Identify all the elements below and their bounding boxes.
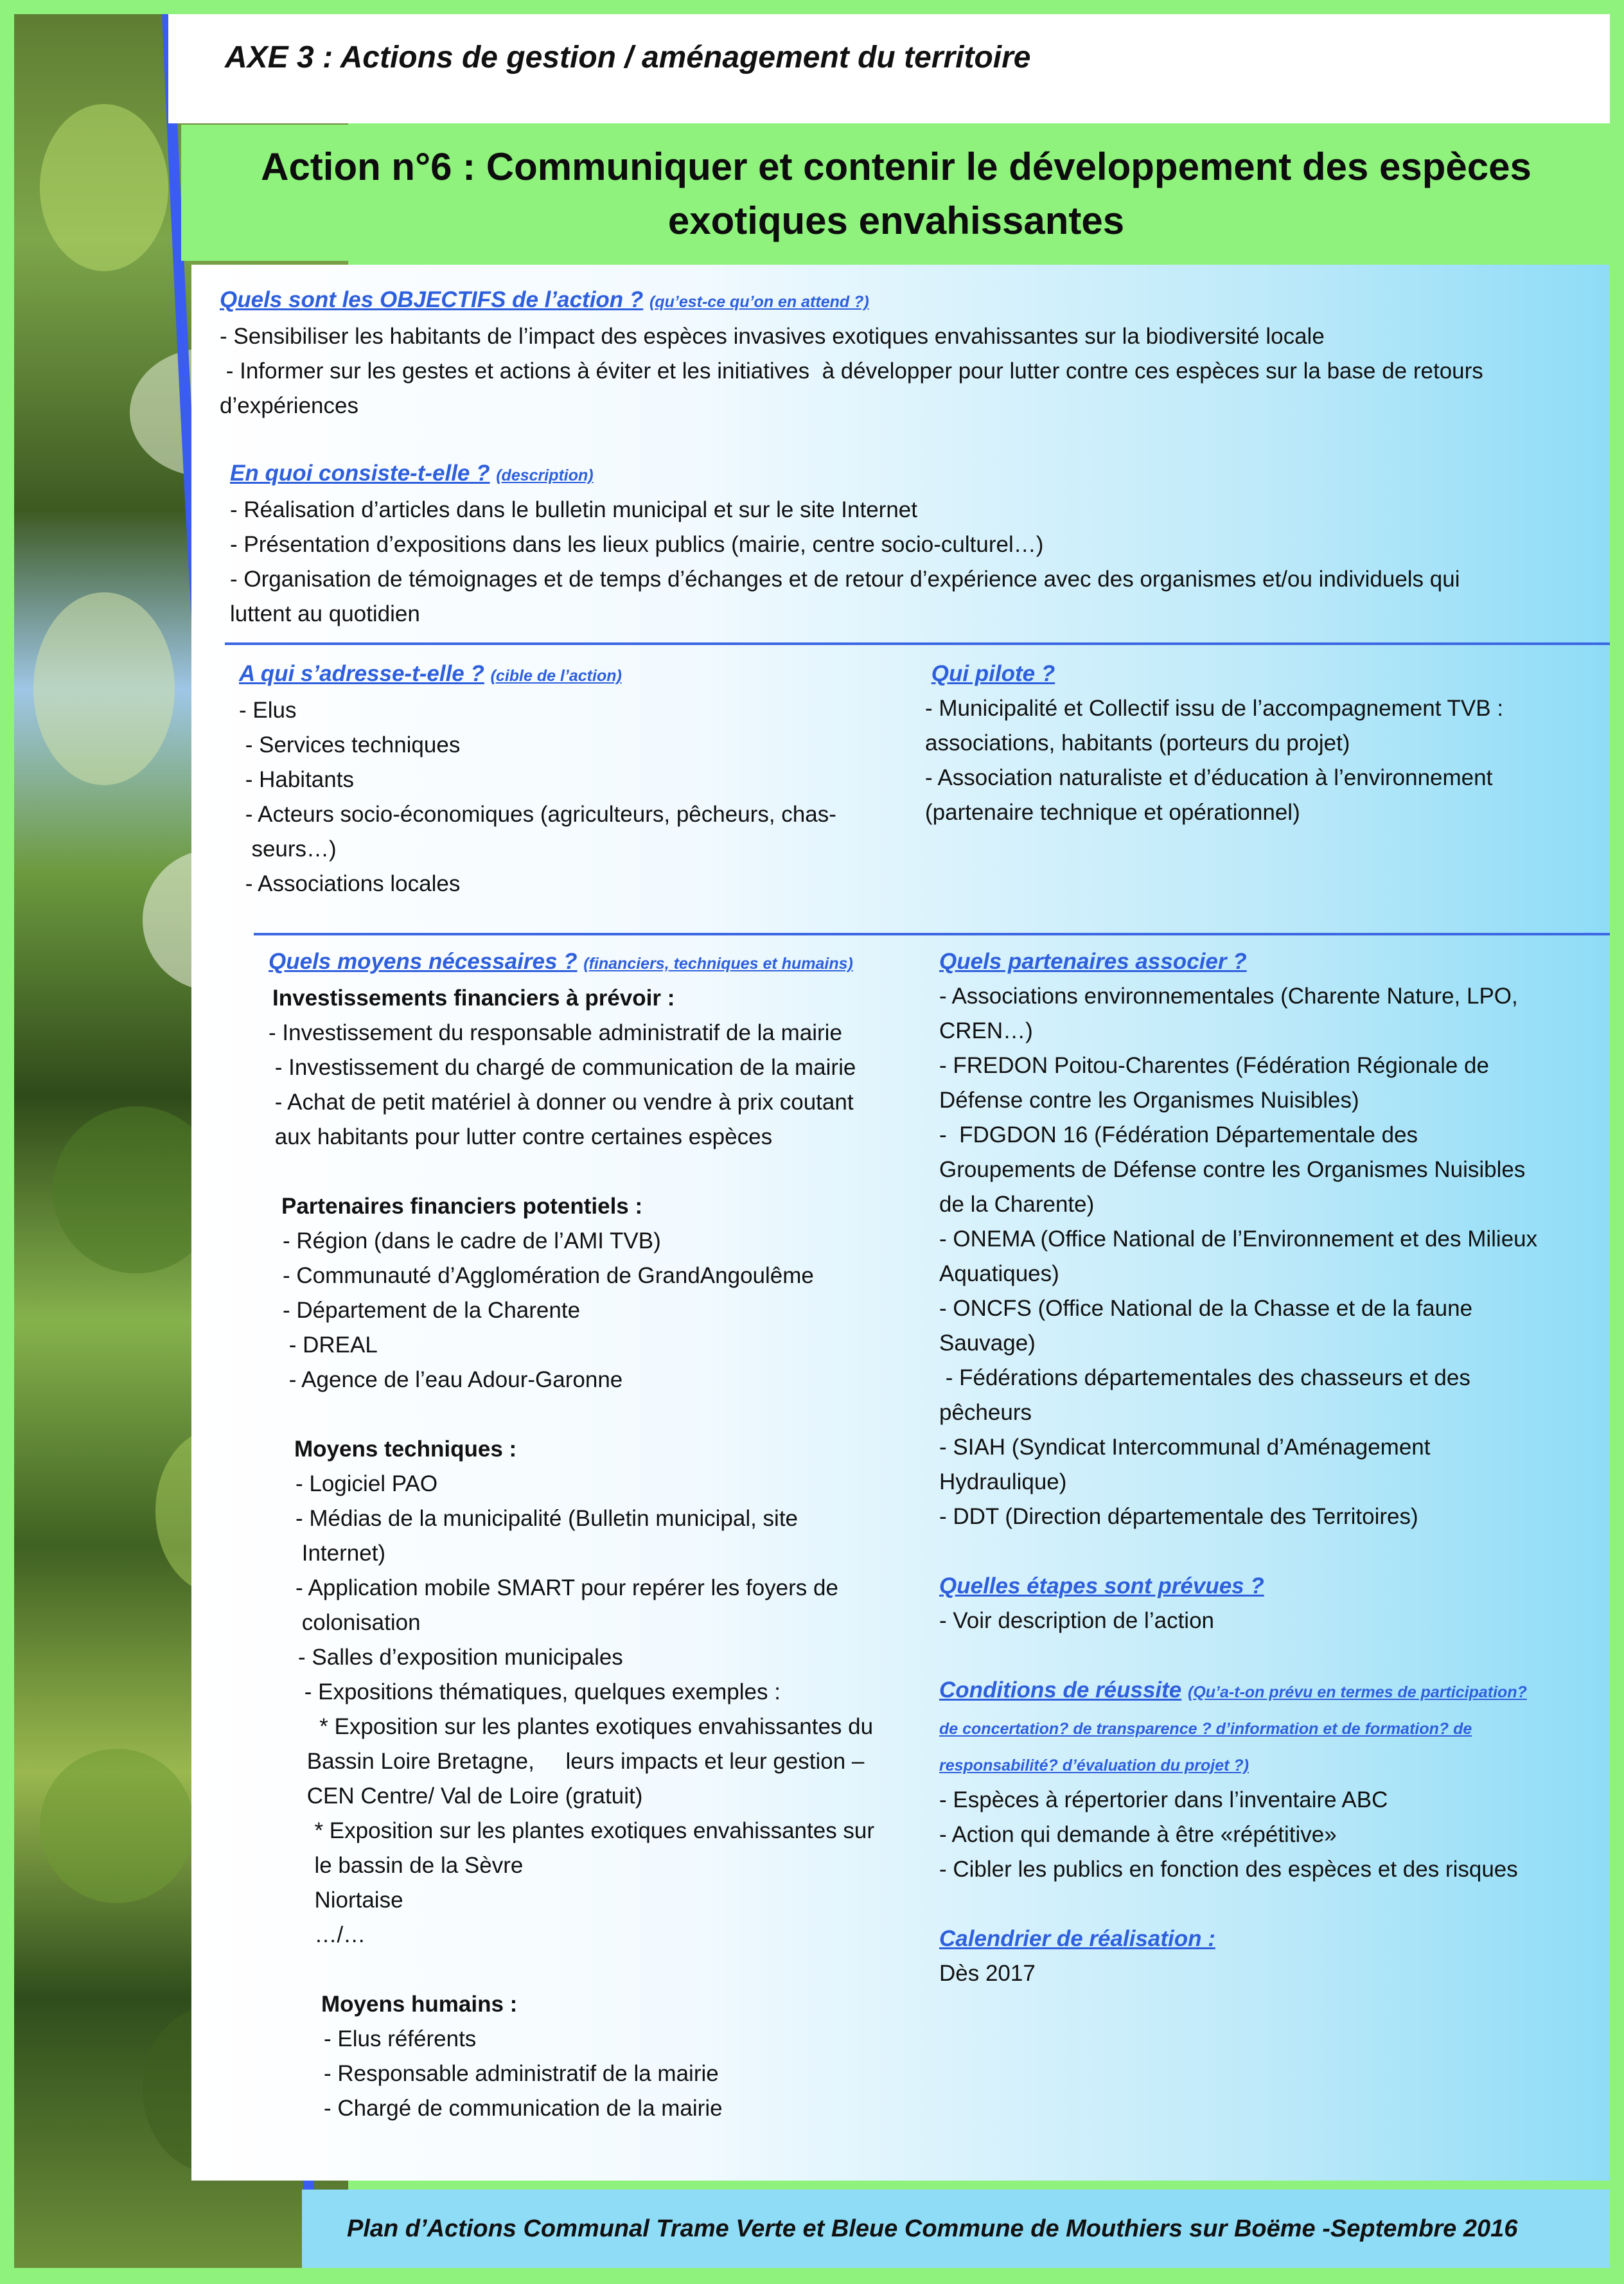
cible-heading: A qui s’adresse-t-elle ? (239, 661, 484, 686)
partenaires-line: - ONEMA (Office National de l’Environnement et des Milieux (939, 1226, 1538, 1252)
conditions-sub: responsabilité? d’évaluation du projet ?) (939, 1757, 1249, 1775)
partenaires-line: Hydraulique) (939, 1469, 1067, 1494)
tech-line: - Expositions thématiques, quelques exemples : (298, 1679, 781, 1704)
humains-line: - Chargé de communication de la mairie (324, 2096, 723, 2121)
tech-line: …/… (302, 1922, 366, 1947)
tech-title: Moyens techniques : (294, 1437, 517, 1462)
partenaires-fin-title: Partenaires financiers potentiels : (281, 1194, 643, 1219)
partenaires-line: - ONCFS (Office National de la Chasse et de la faune (939, 1296, 1473, 1321)
partenaires-line: - FREDON Poitou-Charentes (Fédération Régionale de (939, 1053, 1489, 1078)
separator (254, 933, 1610, 935)
invest-line: - Investissement du responsable administratif de la mairie (269, 1020, 842, 1045)
cible-line: - Habitants (239, 767, 354, 792)
partenaires-line: pêcheurs (939, 1400, 1032, 1425)
tech-line: CEN Centre/ Val de Loire (gratuit) (301, 1784, 643, 1809)
cible-sub: (cible de l’action) (490, 667, 622, 685)
cible-line: - Associations locales (239, 871, 461, 896)
tech-line: Niortaise (302, 1888, 403, 1913)
pilote-line: associations, habitants (porteurs du projet) (925, 730, 1350, 756)
consiste-line: luttent au quotidien (230, 601, 420, 626)
invest-title: Investissements financiers à prévoir : (272, 986, 675, 1011)
partenaires-fin-line: - DREAL (283, 1332, 378, 1358)
partenaires-line: - FDGDON 16 (Fédération Départementale des (939, 1122, 1418, 1147)
humains-line: - Elus référents (324, 2026, 477, 2051)
section-objectifs (220, 283, 1483, 423)
cible-line: - Elus (239, 698, 297, 723)
separator (225, 642, 1610, 645)
consiste-line: - Présentation d’expositions dans les lieux publics (mairie, centre socio-culturel…) (230, 532, 1044, 557)
calendrier-heading: Calendrier de réalisation : (939, 1926, 1215, 1951)
section-cible (239, 657, 836, 901)
partenaires-line: - Fédérations départementales des chasseurs et des (939, 1365, 1470, 1390)
section-pilote (925, 657, 1503, 830)
tech-line: - Médias de la municipalité (Bulletin municipal, site (296, 1506, 799, 1531)
partenaires-line: Groupements de Défense contre les Organismes Nuisibles (939, 1157, 1526, 1182)
cible-line: - Services techniques (239, 732, 461, 757)
moyens-sub: (financiers, techniques et humains) (583, 955, 853, 973)
consiste-line: - Organisation de témoignages et de temps d’échanges et de retour d’expérience avec des organismes et/ou individuels qui (230, 567, 1460, 592)
partenaires-fin-line: - Agence de l’eau Adour-Garonne (283, 1367, 623, 1392)
partenaires-line: - DDT (Direction départementale des Territoires) (939, 1504, 1418, 1529)
tech-line: Internet) (296, 1541, 386, 1566)
cible-line: seurs…) (239, 837, 337, 862)
etapes-heading: Quelles étapes sont prévues ? (939, 1573, 1264, 1598)
tech-line: - Application mobile SMART pour repérer les foyers de (296, 1575, 838, 1600)
action-title-line1: Action n°6 : Communiquer et contenir le développement des espèces (261, 145, 1531, 188)
conditions-sub: de concertation? de transparence ? d’information et de formation? de (939, 1720, 1472, 1738)
invest-line: aux habitants pour lutter contre certaines espèces (269, 1124, 773, 1149)
conditions-line: - Espèces à répertorier dans l’inventaire ABC (939, 1787, 1388, 1812)
partenaires-fin-line: - Département de la Charente (283, 1298, 581, 1323)
invest-line: - Achat de petit matériel à donner ou vendre à prix coutant (269, 1090, 854, 1115)
action-title (193, 140, 1600, 248)
section-partenaires (939, 944, 1537, 1991)
calendrier-value: Dès 2017 (939, 1961, 1036, 1986)
etapes-line: - Voir description de l’action (939, 1608, 1214, 1633)
objectifs-heading: Quels sont les OBJECTIFS de l’action ? (220, 287, 644, 312)
partenaires-line: Aquatiques) (939, 1261, 1059, 1286)
tech-line: le bassin de la Sèvre (302, 1853, 524, 1878)
conditions-heading: Conditions de réussite (939, 1678, 1182, 1703)
tech-line: colonisation (296, 1610, 421, 1635)
cible-line: - Acteurs socio-économiques (agriculteurs, pêcheurs, chas- (239, 802, 836, 827)
pilote-line: - Municipalité et Collectif issu de l’accompagnement TVB : (925, 696, 1504, 721)
tech-line: - Salles d’exposition municipales (298, 1645, 623, 1670)
axe-title: AXE 3 : Actions de gestion / aménagement du territoire (225, 40, 1031, 75)
conditions-line: - Action qui demande à être «répétitive» (939, 1822, 1337, 1847)
consiste-heading: En quoi consiste-t-elle ? (230, 461, 490, 486)
tech-line: - Logiciel PAO (296, 1471, 438, 1496)
section-consiste (230, 456, 1460, 632)
partenaires-line: Défense contre les Organismes Nuisibles) (939, 1088, 1359, 1113)
tech-line: * Exposition sur les plantes exotiques envahissantes du (301, 1714, 874, 1739)
invest-line: - Investissement du chargé de communication de la mairie (269, 1055, 856, 1080)
pilote-line: (partenaire technique et opérationnel) (925, 800, 1300, 825)
partenaires-line: Sauvage) (939, 1331, 1036, 1356)
consiste-sub: (description) (496, 466, 594, 484)
pilote-line: - Association naturaliste et d’éducation à l’environnement (925, 765, 1493, 790)
pilote-heading: Qui pilote ? (931, 661, 1055, 686)
partenaires-heading: Quels partenaires associer ? (939, 949, 1247, 974)
objectifs-line: - Sensibiliser les habitants de l’impact des espèces invasives exotiques envahissantes sur la biodiversité locale (220, 324, 1325, 349)
footer-text: Plan d’Actions Communal Trame Verte et Bleue Commune de Mouthiers sur Boëme -Septembre 2016 (347, 2215, 1518, 2242)
partenaires-line: de la Charente) (939, 1192, 1095, 1217)
humains-line: - Responsable administratif de la mairie (324, 2061, 719, 2086)
objectifs-line: d’expériences (220, 393, 358, 418)
moyens-heading: Quels moyens nécessaires ? (269, 949, 578, 974)
conditions-line: - Cibler les publics en fonction des espèces et des risques (939, 1857, 1518, 1882)
partenaires-line: - Associations environnementales (Charente Nature, LPO, (939, 984, 1518, 1009)
section-moyens (269, 944, 874, 2126)
tech-line: Bassin Loire Bretagne, leurs impacts et leur gestion – (301, 1749, 865, 1774)
objectifs-line: - Informer sur les gestes et actions à éviter et les initiatives à développer pour lutter contre ces espèces sur la base de retours (220, 359, 1483, 384)
humains-title: Moyens humains : (321, 1992, 518, 2017)
partenaires-line: - SIAH (Syndicat Intercommunal d’Aménagement (939, 1435, 1431, 1460)
conditions-sub: (Qu’a-t-on prévu en termes de participation? (1188, 1683, 1527, 1701)
tech-line: * Exposition sur les plantes exotiques envahissantes sur (302, 1818, 875, 1843)
partenaires-fin-line: - Région (dans le cadre de l’AMI TVB) (283, 1228, 661, 1253)
objectifs-sub: (qu’est-ce qu’on en attend ?) (649, 293, 869, 311)
partenaires-fin-line: - Communauté d’Agglomération de GrandAngoulême (283, 1263, 814, 1288)
partenaires-line: CREN…) (939, 1018, 1033, 1043)
consiste-line: - Réalisation d’articles dans le bulletin municipal et sur le site Internet (230, 497, 917, 522)
action-title-line2: exotiques envahissantes (667, 199, 1125, 242)
